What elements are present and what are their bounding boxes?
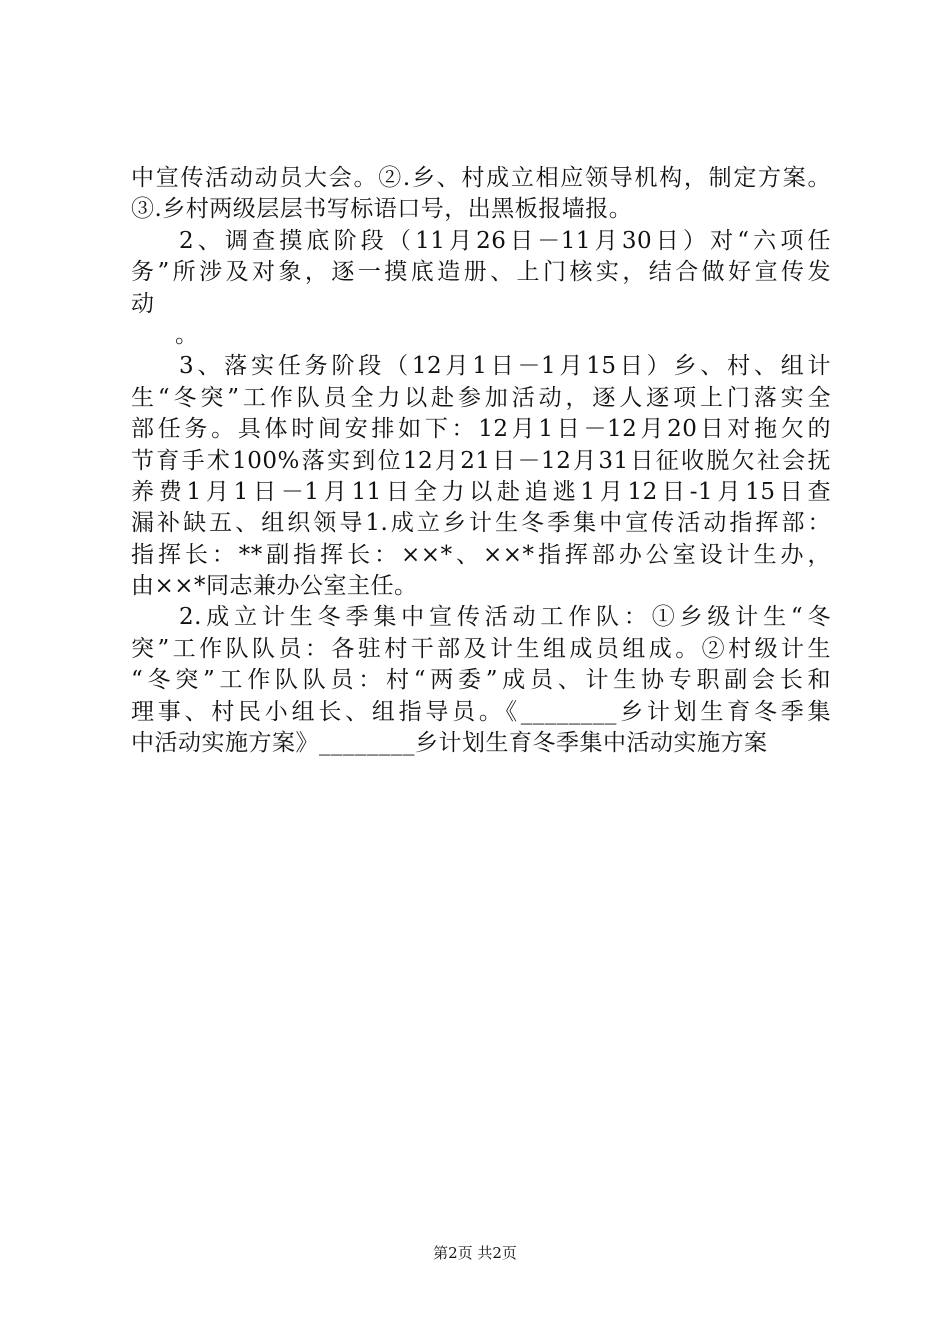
text-line: 节育手术100%落实到位12月21日－12月31日征收脱欠社会抚 (131, 447, 831, 474)
text-line: 中活动实施方案》________乡计划生育冬季集中活动实施方案 (131, 730, 768, 757)
text-line: 理事、村民小组长、组指导员。《________乡计划生育冬季集 (131, 698, 831, 725)
text-line: 务”所涉及对象，逐一摸底造册、上门核实，结合做好宣传发 (131, 259, 831, 286)
text-line: 养费1月1日－1月11日全力以赴追逃1月12日-1月15日查 (131, 478, 831, 505)
text-line: 3、落实任务阶段（12月1日－1月15日）乡、村、组计 (179, 353, 831, 380)
text-line: ③.乡村两级层层书写标语口号，出黑板报墙报。 (131, 196, 633, 223)
text-line: 指挥长：**副指挥长：××*、××*指挥部办公室设计生办， (131, 541, 831, 568)
text-line: 突”工作队队员：各驻村干部及计生组成员组成。②村级计生 (131, 635, 831, 662)
text-line: 漏补缺五、组织领导1.成立乡计生冬季集中宣传活动指挥部： (131, 510, 831, 537)
text-line: 中宣传活动动员大会。②.乡、村成立相应领导机构，制定方案。 (131, 165, 831, 191)
text-line: 2.成立计生冬季集中宣传活动工作队：①乡级计生“冬 (179, 604, 831, 631)
document-body (131, 163, 831, 759)
text-line: “冬突”工作队队员：村“两委”成员、计生协专职副会长和 (131, 667, 831, 694)
page-number-footer: 第2页 共2页 (433, 1244, 517, 1262)
text-line: 动 (131, 290, 155, 317)
text-line: 生“冬突”工作队员全力以赴参加活动，逐人逐项上门落实全 (131, 384, 831, 411)
text-line: 部任务。具体时间安排如下：12月1日－12月20日对拖欠的 (131, 416, 831, 443)
text-line: 2、调查摸底阶段（11月26日－11月30日）对“六项任 (179, 227, 831, 254)
text-line: 由××*同志兼办公室主任。 (131, 573, 418, 600)
text-line: 。 (175, 321, 199, 348)
